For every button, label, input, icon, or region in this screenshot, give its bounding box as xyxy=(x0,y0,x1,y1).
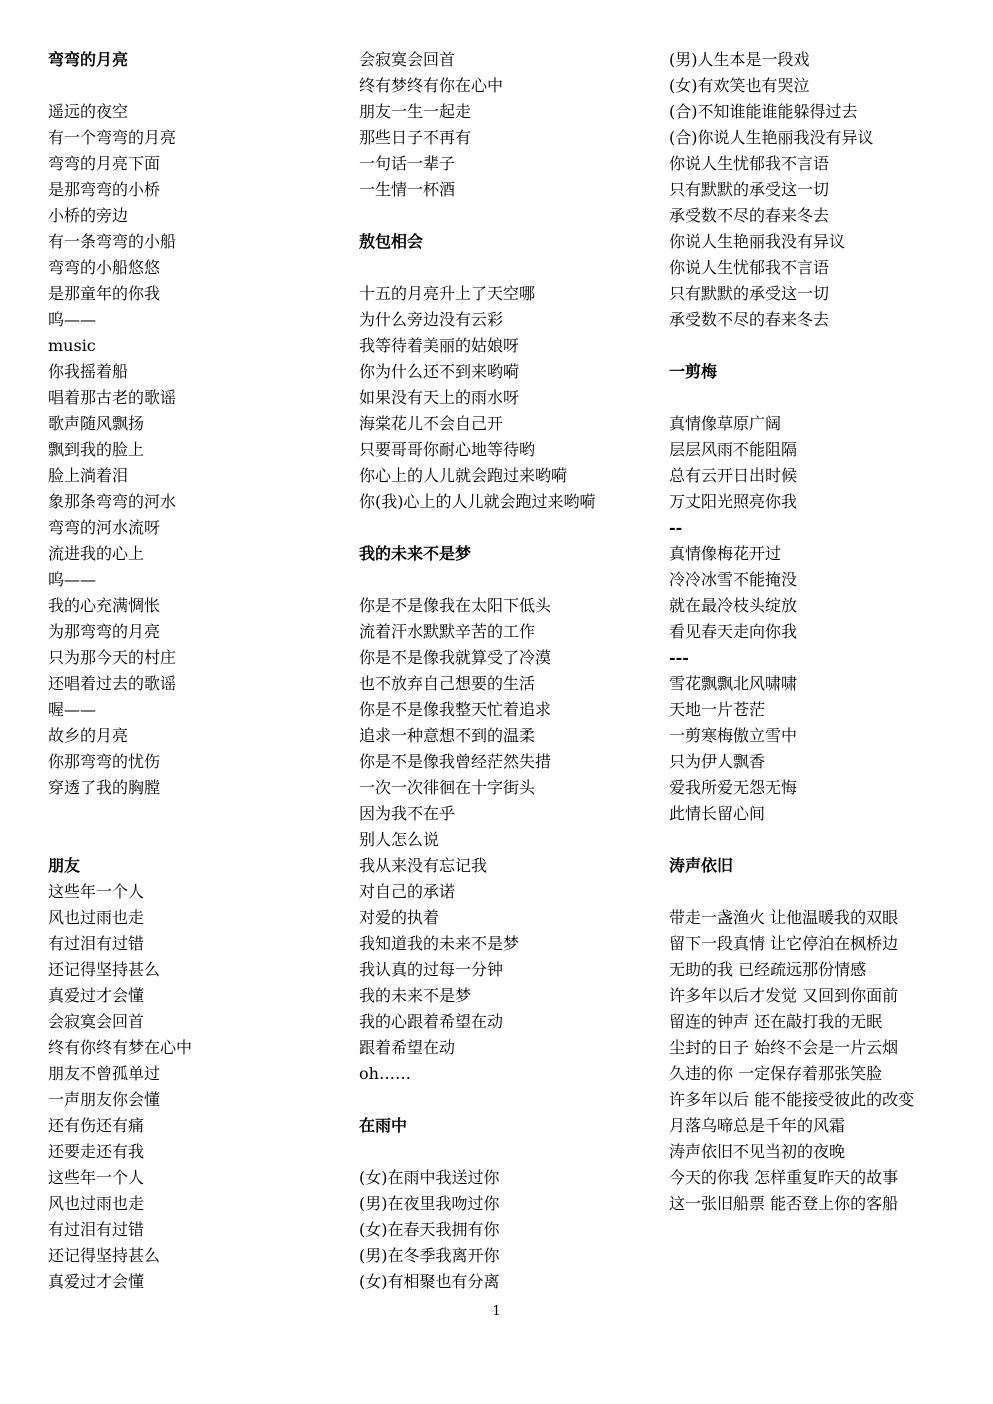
lyric-line: (女)有相聚也有分离 xyxy=(359,1272,500,1291)
lyric-line: 如果没有天上的雨水呀 xyxy=(359,388,520,407)
lyric-line: 久违的你 一定保存着那张笑脸 xyxy=(669,1064,883,1083)
lyric-line: 还记得坚持甚么 xyxy=(48,1246,161,1265)
lyric-line: 只为伊人飘香 xyxy=(669,752,766,771)
lyric-line: 你心上的人儿就会跑过来哟嗬 xyxy=(359,466,568,485)
lyric-line: 故乡的月亮 xyxy=(48,726,129,745)
lyric-line: 这些年一个人 xyxy=(48,1168,145,1187)
lyric-line: 呜—— xyxy=(48,570,97,589)
blank-line xyxy=(48,827,338,853)
lyric-line: 唱着那古老的歌谣 xyxy=(48,388,177,407)
lyric-line: 我的心跟着希望在动 xyxy=(359,1012,504,1031)
lyric-line: (女)有欢笑也有哭泣 xyxy=(669,76,810,95)
lyric-line: 你是不是像我就算受了冷漠 xyxy=(359,648,552,667)
blank-line xyxy=(669,333,989,359)
blank-line xyxy=(48,801,338,827)
lyric-line: 雪花飘飘北风啸啸 xyxy=(669,674,798,693)
lyric-line: 总有云开日出时候 xyxy=(669,466,798,485)
lyric-line: 还唱着过去的歌谣 xyxy=(48,674,177,693)
lyric-line: oh…… xyxy=(359,1064,411,1083)
lyric-line: 呜—— xyxy=(48,310,97,329)
lyric-line: 我的心充满惆怅 xyxy=(48,596,161,615)
lyric-line: 你说人生忧郁我不言语 xyxy=(669,154,830,173)
lyric-line: 一次一次徘徊在十字街头 xyxy=(359,778,536,797)
lyric-line: 留下一段真情 让它停泊在枫桥边 xyxy=(669,934,899,953)
lyric-line: 也不放弃自己想要的生活 xyxy=(359,674,536,693)
lyric-line: 会寂寞会回首 xyxy=(359,50,456,69)
lyric-line: 是那弯弯的小桥 xyxy=(48,180,161,199)
lyric-line: 你说人生忧郁我不言语 xyxy=(669,258,830,277)
lyric-line: 我等待着美丽的姑娘呀 xyxy=(359,336,520,355)
lyric-line: 许多年以后才发觉 又回到你面前 xyxy=(669,986,899,1005)
lyric-line: 我知道我的未来不是梦 xyxy=(359,934,520,953)
lyric-line: 月落乌啼总是千年的风霜 xyxy=(669,1116,846,1135)
lyric-line: 一声朋友你会懂 xyxy=(48,1090,161,1109)
lyric-line: 我认真的过每一分钟 xyxy=(359,960,504,979)
lyric-line: 尘封的日子 始终不会是一片云烟 xyxy=(669,1038,899,1057)
song-title: 我的未来不是梦 xyxy=(359,544,472,563)
blank-line xyxy=(669,879,989,905)
lyric-line: 这些年一个人 xyxy=(48,882,145,901)
lyric-line: 层层风雨不能阻隔 xyxy=(669,440,798,459)
lyric-line: 还要走还有我 xyxy=(48,1142,145,1161)
blank-line xyxy=(359,515,655,541)
lyric-line: 你是不是像我整天忙着追求 xyxy=(359,700,552,719)
song-title: 朋友 xyxy=(48,856,81,875)
lyric-line: 追求一种意想不到的温柔 xyxy=(359,726,536,745)
lyric-line: (女)在春天我拥有你 xyxy=(359,1220,500,1239)
lyric-line: 真爱过才会懂 xyxy=(48,986,145,1005)
lyric-line: 一句话一辈子 xyxy=(359,154,456,173)
lyric-line: 只为那今天的村庄 xyxy=(48,648,177,667)
lyric-line: 你(我)心上的人儿就会跑过来哟嗬 xyxy=(359,492,596,511)
lyric-line: 爱我所爱无怨无悔 xyxy=(669,778,798,797)
lyric-line: 看见春天走向你我 xyxy=(669,622,798,641)
lyric-line: 涛声依旧不见当初的夜晚 xyxy=(669,1142,846,1161)
lyric-line: 因为我不在乎 xyxy=(359,804,456,823)
lyric-line: 你是不是像我曾经茫然失措 xyxy=(359,752,552,771)
lyrics-column-3 xyxy=(669,47,989,1217)
lyric-line: 承受数不尽的春来冬去 xyxy=(669,310,830,329)
lyric-line: 对自己的承诺 xyxy=(359,882,456,901)
lyric-line: 十五的月亮升上了天空哪 xyxy=(359,284,536,303)
lyrics-column-1 xyxy=(48,47,338,1295)
lyric-line: 脸上淌着泪 xyxy=(48,466,129,485)
lyric-line: 终有你终有梦在心中 xyxy=(48,1038,193,1057)
lyric-line: (男)在冬季我离开你 xyxy=(359,1246,500,1265)
blank-line xyxy=(359,255,655,281)
blank-line xyxy=(359,567,655,593)
lyric-line: 留连的钟声 还在敲打我的无眠 xyxy=(669,1012,883,1031)
lyric-line: 你我摇着船 xyxy=(48,362,129,381)
song-title: 敖包相会 xyxy=(359,232,424,251)
lyric-line: 流进我的心上 xyxy=(48,544,145,563)
lyric-line: 真爱过才会懂 xyxy=(48,1272,145,1291)
lyric-line: 朋友一生一起走 xyxy=(359,102,472,121)
blank-line xyxy=(669,827,989,853)
lyric-line: 一生情一杯酒 xyxy=(359,180,456,199)
lyric-line: 你那弯弯的忧伤 xyxy=(48,752,161,771)
blank-line xyxy=(359,203,655,229)
lyric-line: 此情长留心间 xyxy=(669,804,766,823)
lyric-line: music xyxy=(48,336,96,355)
lyric-line: (合)不知谁能谁能躲得过去 xyxy=(669,102,858,121)
blank-line xyxy=(359,1139,655,1165)
blank-line xyxy=(669,385,989,411)
lyric-line: 流着汗水默默辛苦的工作 xyxy=(359,622,536,641)
lyric-line: 你是不是像我在太阳下低头 xyxy=(359,596,552,615)
lyric-line: 还记得坚持甚么 xyxy=(48,960,161,979)
lyric-line: 许多年以后 能不能接受彼此的改变 xyxy=(669,1090,915,1109)
lyrics-column-2 xyxy=(359,47,655,1295)
lyric-line: 小桥的旁边 xyxy=(48,206,129,225)
blank-line xyxy=(48,73,338,99)
lyric-line: 弯弯的河水流呀 xyxy=(48,518,161,537)
lyric-line: 朋友不曾孤单过 xyxy=(48,1064,161,1083)
lyric-line: 你为什么还不到来哟嗬 xyxy=(359,362,520,381)
lyric-line: 我的未来不是梦 xyxy=(359,986,472,1005)
lyric-line: 冷冷冰雪不能掩没 xyxy=(669,570,798,589)
lyric-line: 风也过雨也走 xyxy=(48,908,145,927)
lyric-line: 只有默默的承受这一切 xyxy=(669,180,830,199)
lyric-line: 有过泪有过错 xyxy=(48,934,145,953)
lyric-line: 对爱的执着 xyxy=(359,908,440,927)
lyric-line: (男)人生本是一段戏 xyxy=(669,50,810,69)
lyric-line: (女)在雨中我送过你 xyxy=(359,1168,500,1187)
lyric-line: 风也过雨也走 xyxy=(48,1194,145,1213)
lyric-line: 穿透了我的胸膛 xyxy=(48,778,161,797)
song-title: -- xyxy=(669,518,683,537)
song-title: 弯弯的月亮 xyxy=(48,50,129,69)
lyric-line: 弯弯的月亮下面 xyxy=(48,154,161,173)
lyric-line: 是那童年的你我 xyxy=(48,284,161,303)
song-title: 在雨中 xyxy=(359,1116,408,1135)
page-number: 1 xyxy=(492,1304,501,1319)
lyric-line: (男)在夜里我吻过你 xyxy=(359,1194,500,1213)
lyric-line: 还有伤还有痛 xyxy=(48,1116,145,1135)
lyric-line: 真情像梅花开过 xyxy=(669,544,782,563)
lyric-line: 有一个弯弯的月亮 xyxy=(48,128,177,147)
blank-line xyxy=(359,1087,655,1113)
lyric-line: 就在最冷枝头绽放 xyxy=(669,596,798,615)
lyric-line: (合)你说人生艳丽我没有异议 xyxy=(669,128,874,147)
lyric-line: 象那条弯弯的河水 xyxy=(48,492,177,511)
lyric-line: 跟着希望在动 xyxy=(359,1038,456,1057)
lyric-line: 只有默默的承受这一切 xyxy=(669,284,830,303)
lyric-line: 无助的我 已经疏远那份情感 xyxy=(669,960,867,979)
song-title: 涛声依旧 xyxy=(669,856,734,875)
lyric-line: 那些日子不再有 xyxy=(359,128,472,147)
lyric-line: 我从来没有忘记我 xyxy=(359,856,488,875)
lyric-line: 别人怎么说 xyxy=(359,830,440,849)
lyric-line: 为什么旁边没有云彩 xyxy=(359,310,504,329)
lyric-line: 今天的你我 怎样重复昨天的故事 xyxy=(669,1168,899,1187)
lyric-line: 为那弯弯的月亮 xyxy=(48,622,161,641)
lyric-line: 喔—— xyxy=(48,700,97,719)
lyric-line: 海棠花儿不会自己开 xyxy=(359,414,504,433)
lyric-line: 会寂寞会回首 xyxy=(48,1012,145,1031)
lyric-line: 有过泪有过错 xyxy=(48,1220,145,1239)
lyric-line: 一剪寒梅傲立雪中 xyxy=(669,726,798,745)
lyric-line: 这一张旧船票 能否登上你的客船 xyxy=(669,1194,899,1213)
lyric-line: 飘到我的脸上 xyxy=(48,440,145,459)
lyric-line: 歌声随风飘扬 xyxy=(48,414,145,433)
lyric-line: 带走一盏渔火 让他温暖我的双眼 xyxy=(669,908,899,927)
lyric-line: 终有梦终有你在心中 xyxy=(359,76,504,95)
lyric-line: 承受数不尽的春来冬去 xyxy=(669,206,830,225)
lyric-line: 真情像草原广阔 xyxy=(669,414,782,433)
lyric-line: 只要哥哥你耐心地等待哟 xyxy=(359,440,536,459)
lyric-line: 万丈阳光照亮你我 xyxy=(669,492,798,511)
song-title: 一剪梅 xyxy=(669,362,718,381)
lyric-line: 弯弯的小船悠悠 xyxy=(48,258,161,277)
lyric-line: 遥远的夜空 xyxy=(48,102,129,121)
lyric-line: 天地一片苍茫 xyxy=(669,700,766,719)
song-title: --- xyxy=(669,648,689,667)
lyric-line: 有一条弯弯的小船 xyxy=(48,232,177,251)
lyric-line: 你说人生艳丽我没有异议 xyxy=(669,232,846,251)
